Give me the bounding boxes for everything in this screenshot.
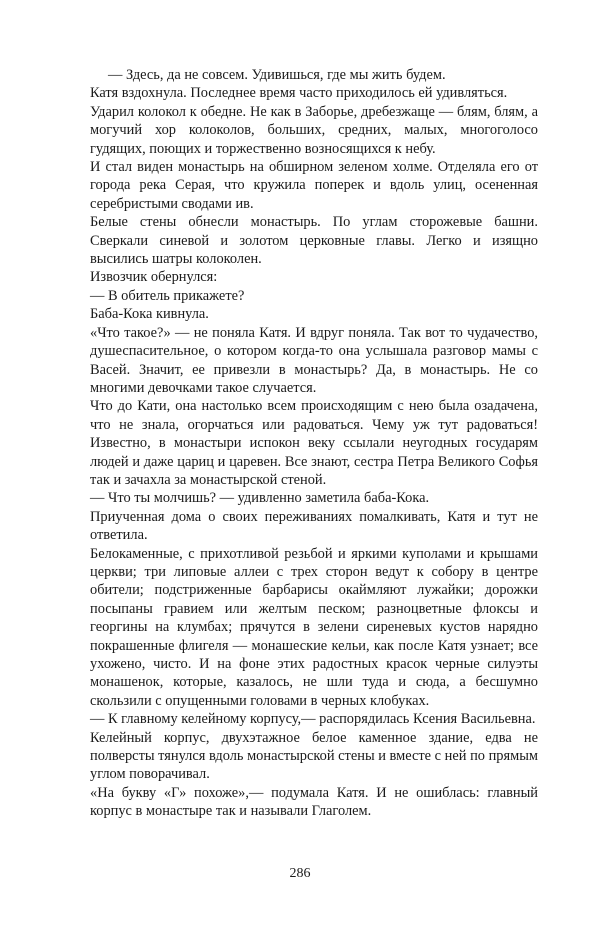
paragraph: «Что такое?» — не поняла Катя. И вдруг поняла. Так вот то чудачество, душеспасительное, о котором когда-то она услышала разговор мамы с Васей. Значит, ее привезли в монастырь? Да, в монастырь. Не со многими девочками такое случается.	[90, 324, 538, 396]
paragraph: Катя вздохнула. Последнее время часто приходилось ей удивляться.	[90, 85, 508, 102]
paragraph: Белокаменные, с прихотливой резьбой и яркими куполами и крышами церкви; три липовые аллеи с трех сторон ведут к собору в центре обители; подстриженные барбарисы окаймляют лужайки; дорожки посыпаны гравием или желтым песком; разноцветные флоксы и георгины на клумбах; прячутся в зелени сиреневых кустов нарядно покрашенные флигеля — монашеские кельи, как после Катя узнает; все ухожено, чисто. И на фоне этих радостных красок черные силуэты монашенок, которые, казалось, не шли туда и сюда, а бесшумно скользили с опущенными головами в черных клобуках.	[90, 545, 538, 709]
paragraph: И стал виден монастырь на обширном зеленом холме. Отделяла его от города река Серая, что кружила поперек и вдоль улиц, осененная серебристыми сводами ив.	[90, 159, 538, 212]
paragraph: Что до Кати, она настолько всем происходящим с нею была озадачена, что не знала, огорчаться или радоваться. Чему уж тут радоваться! Известно, в монастыри испокон веку ссылали неугодных государям людей и даже цариц и царевен. Все знают, сестра Петра Великого Софья так и зачахла за монастырской стеной.	[90, 398, 538, 488]
paragraph: «На букву «Г» похоже»,— подумала Катя. И не ошиблась: главный корпус в монастыре так и называли Глаголем.	[90, 784, 538, 820]
paragraph: — К главному келейному корпусу,— распорядилась Ксения Васильевна.	[90, 711, 536, 728]
paragraph: Извозчик обернулся:	[90, 269, 218, 286]
paragraph: Ударил колокол к обедне. Не как в Заборье, дребезжаще — блям, блям, а могучий хор колоколов, больших, средних, малых, многоголосо гудящих, поющих и торжественно возносящихся к небу.	[90, 103, 538, 157]
page-body	[90, 66, 538, 821]
paragraph: — Здесь, да не совсем. Удивишься, где мы жить будем.	[108, 67, 446, 83]
paragraph: Приученная дома о своих переживаниях помалкивать, Катя и тут не ответила.	[90, 508, 538, 544]
paragraph: Баба-Кока кивнула.	[90, 306, 209, 323]
paragraph: — В обитель прикажете?	[90, 287, 245, 304]
paragraph: Белые стены обнесли монастырь. По углам сторожевые башни. Сверкали синевой и золотом церковные главы. Легко и изящно высились шатры колоколен.	[90, 214, 538, 268]
page-number: 286	[289, 866, 311, 881]
paragraph: — Что ты молчишь? — удивленно заметила баба-Кока.	[90, 490, 430, 507]
paragraph: Келейный корпус, двухэтажное белое каменное здание, едва не полверсты тянулся вдоль монастырской стены и вместе с ней по прямым углом поворачивал.	[90, 729, 538, 783]
